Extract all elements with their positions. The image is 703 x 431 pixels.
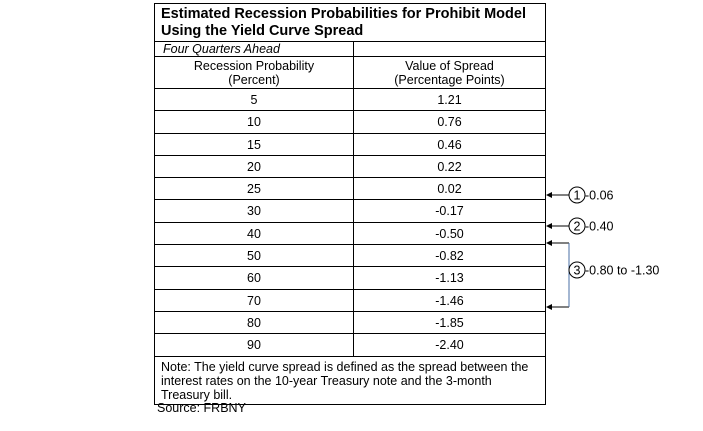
spread-cell: 0.76 <box>437 115 462 130</box>
spread-cell: -1.13 <box>435 271 464 286</box>
spread-cell: -0.17 <box>435 204 464 219</box>
probability-cell: 40 <box>155 223 354 244</box>
annotation-3-top-arrowhead <box>546 240 552 246</box>
spread-cell: 0.22 <box>437 159 462 174</box>
probability-cell: 15 <box>155 134 354 155</box>
spread-cell: -0.82 <box>435 249 464 264</box>
annotation-3-value: -0.80 to -1.30 <box>585 263 660 278</box>
source-label: Source: FRBNY <box>157 401 246 415</box>
probability-cell: 60 <box>155 267 354 288</box>
probability-cell: 20 <box>155 156 354 177</box>
table-title-line1: Estimated Recession Probabilities for Prohibit Model <box>161 6 526 22</box>
col1-header-line2: (Percent) <box>228 73 280 87</box>
probability-cell: 80 <box>155 312 354 333</box>
spread-cell: -1.46 <box>435 293 464 308</box>
annotation-3-bottom-arrowhead <box>546 304 552 310</box>
annotation-2-number: 2 <box>573 219 581 234</box>
annotation-1-number: 1 <box>573 188 581 203</box>
annotation-2-value: -0.40 <box>585 219 614 234</box>
probability-cell: 5 <box>155 89 354 110</box>
probability-cell: 30 <box>155 200 354 221</box>
annotation-2-arrowhead <box>546 223 552 229</box>
probability-cell: 90 <box>155 334 354 355</box>
col2-header-line1: Value of Spread <box>405 59 494 73</box>
probability-cell: 50 <box>155 245 354 266</box>
annotation-3-number: 3 <box>573 263 581 278</box>
spread-cell: -1.85 <box>435 315 464 330</box>
spread-cell: 1.21 <box>437 93 462 107</box>
table-subtitle: Four Quarters Ahead <box>155 42 354 56</box>
spread-cell: 0.46 <box>437 137 462 152</box>
probability-cell: 10 <box>155 111 354 132</box>
probability-cell: 25 <box>155 178 354 199</box>
annotation-1-arrowhead <box>546 192 552 198</box>
col1-header-line1: Recession Probability <box>193 59 315 73</box>
probability-cell: 70 <box>155 290 354 311</box>
table-note: Note: The yield curve spread is defined as the spread between the interest rates on the 10-year Treasury note and the 3-month Treasury bill. <box>161 359 529 402</box>
spread-cell: -0.50 <box>435 226 464 241</box>
spread-cell: -2.40 <box>435 338 464 353</box>
annotation-1-value: -0.06 <box>585 188 614 203</box>
col2-header-line2: (Percentage Points) <box>394 73 505 87</box>
spread-cell: 0.02 <box>437 182 462 197</box>
table-title-line2: Using the Yield Curve Spread <box>161 23 364 39</box>
